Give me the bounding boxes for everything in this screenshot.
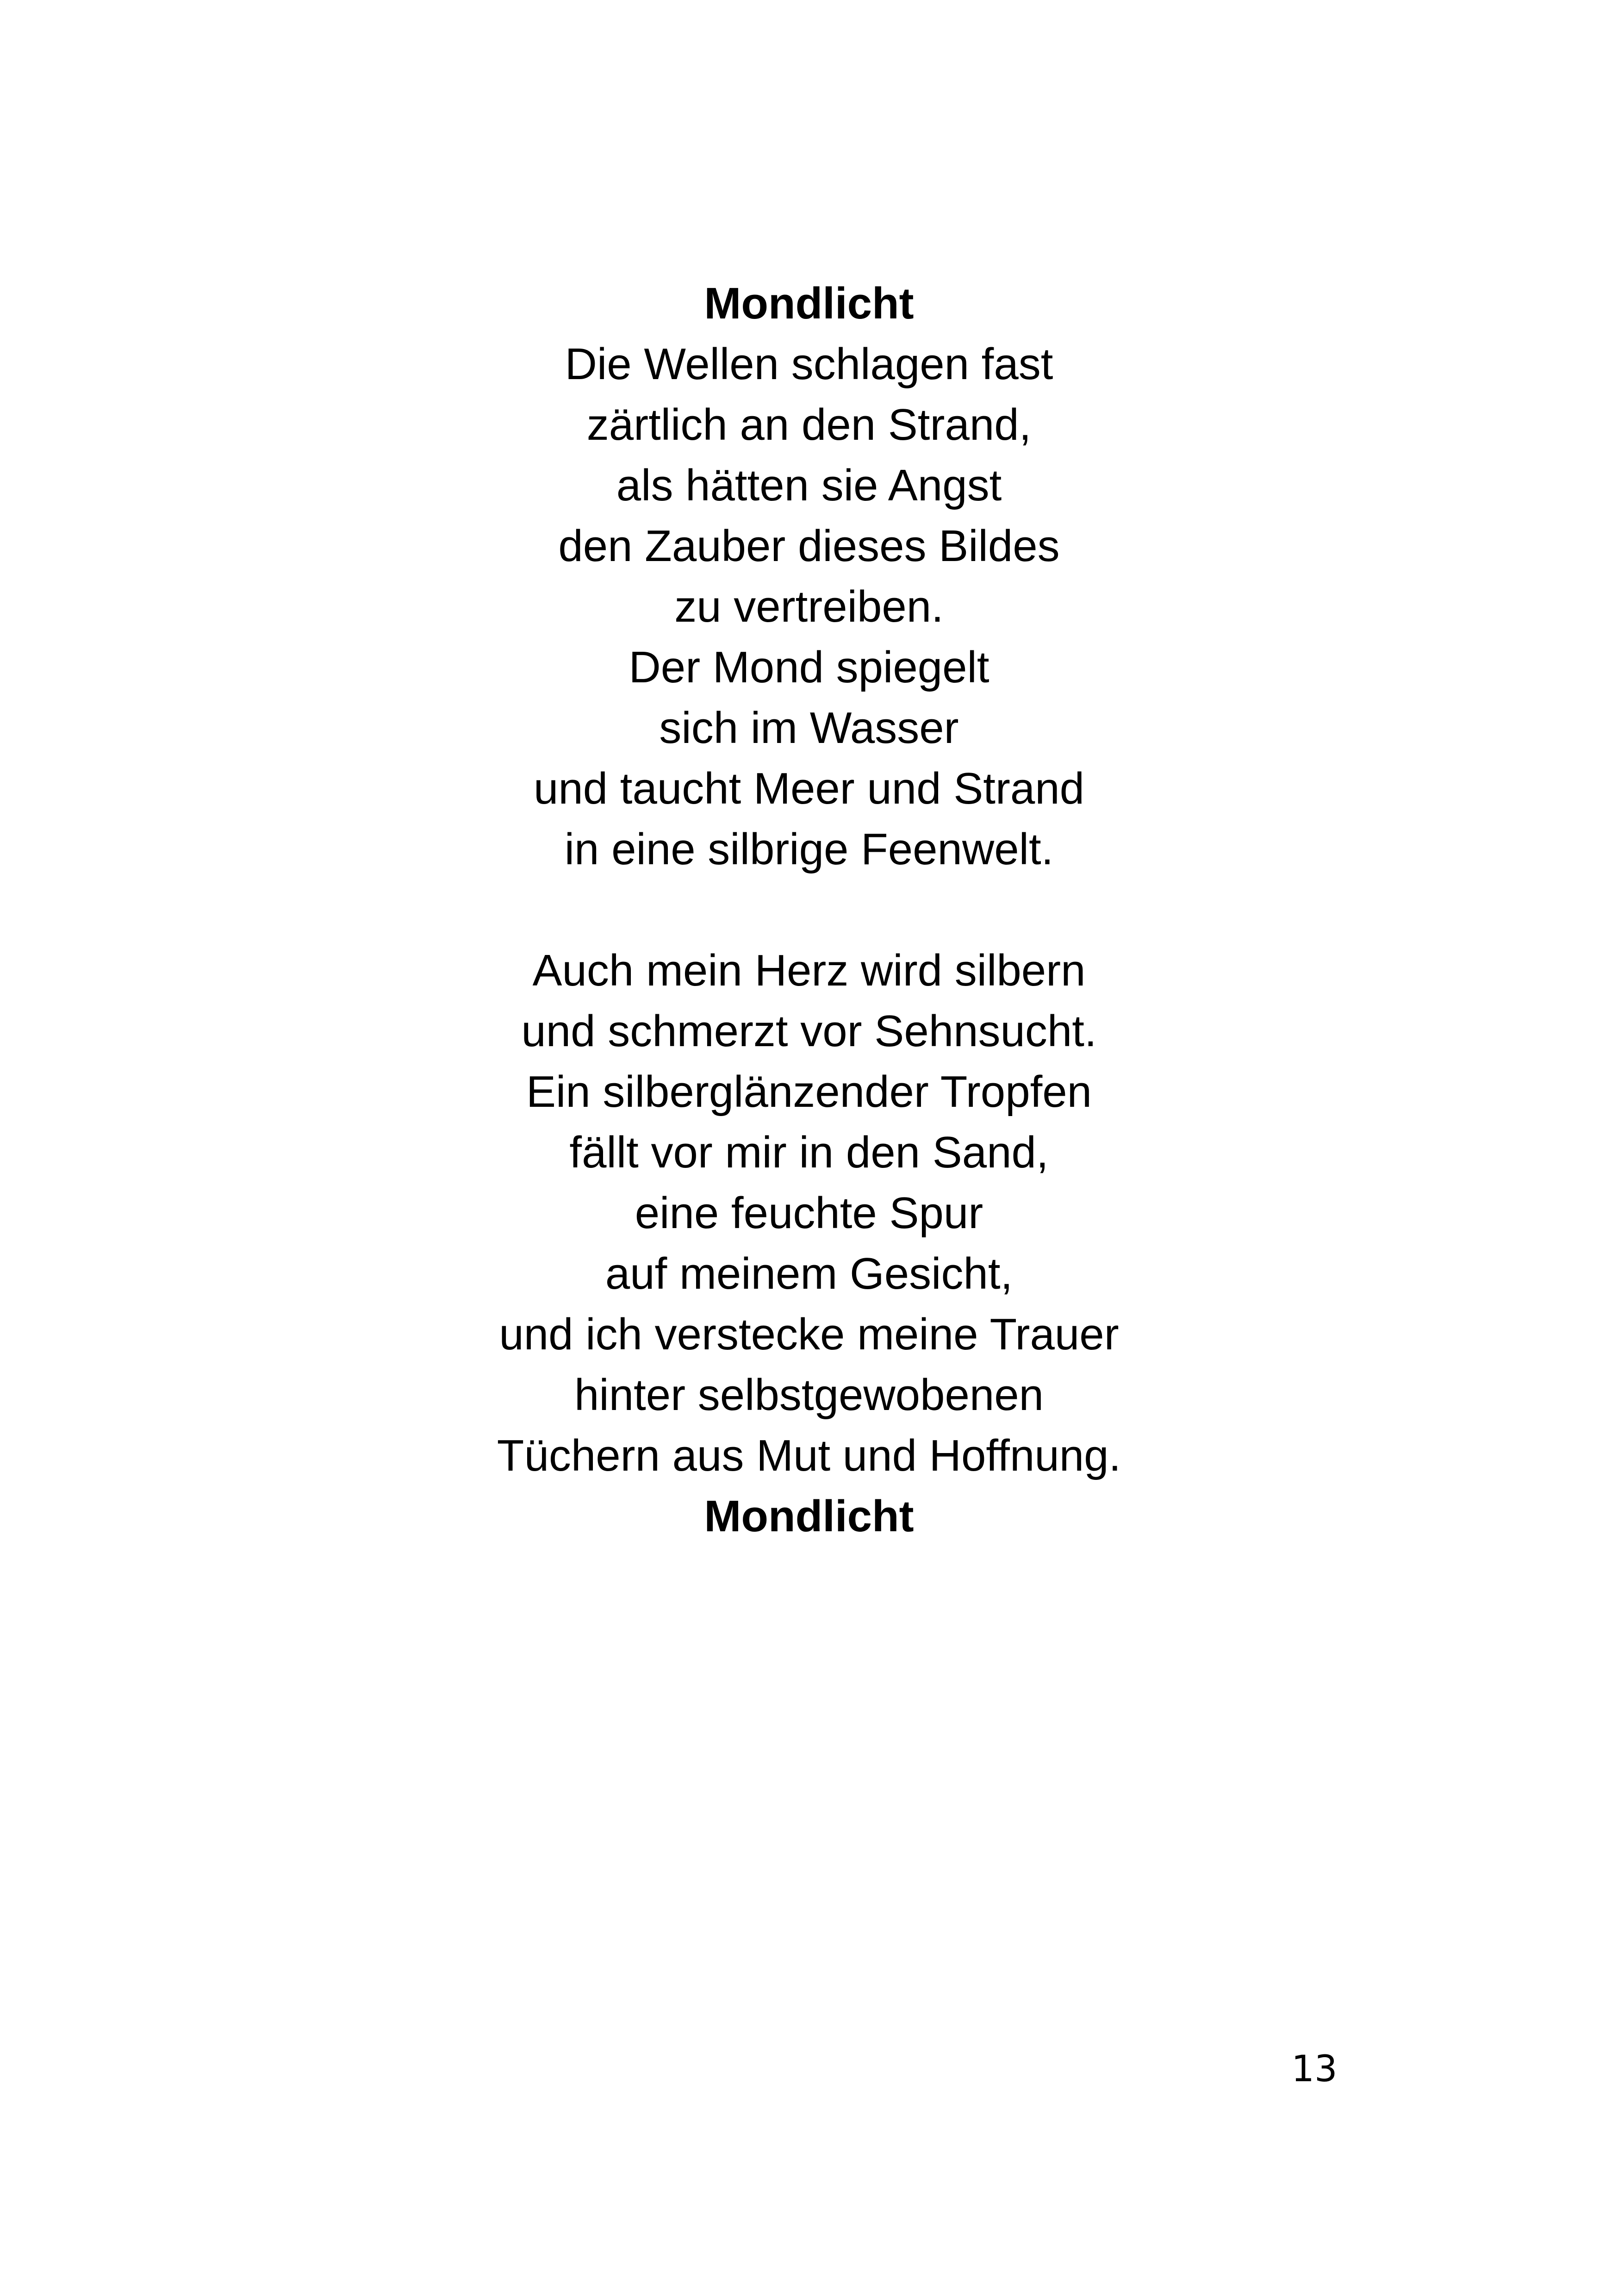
stanza-2	[0, 940, 1618, 1486]
poem-line: Ein silberglänzender Tropfen	[526, 1067, 1092, 1117]
poem-line: Die Wellen schlagen fast	[565, 339, 1053, 389]
poem-line: zärtlich an den Strand,	[586, 400, 1032, 449]
poem-line: auf meinem Gesicht,	[605, 1249, 1013, 1298]
poem-line: Auch mein Herz wird silbern	[532, 946, 1086, 995]
poem-line: und schmerzt vor Sehnsucht.	[521, 1006, 1097, 1056]
poem	[0, 273, 1618, 1547]
poem-line: hinter selbstgewobenen	[574, 1370, 1044, 1420]
poem-line: fällt vor mir in den Sand,	[569, 1128, 1049, 1177]
poem-line: den Zauber dieses Bildes	[558, 521, 1060, 571]
poem-closing-title: Mondlicht	[704, 1491, 914, 1541]
poem-line: und taucht Meer und Strand	[533, 764, 1085, 813]
poem-title: Mondlicht	[704, 279, 914, 328]
poem-line: eine feuchte Spur	[635, 1188, 983, 1238]
stanza-gap	[0, 880, 1618, 940]
poem-line: sich im Wasser	[659, 703, 959, 753]
poem-line: und ich verstecke meine Trauer	[499, 1310, 1119, 1359]
stanza-1	[0, 334, 1618, 880]
poem-line: zu vertreiben.	[674, 582, 944, 631]
poem-line: in eine silbrige Feenwelt.	[564, 824, 1054, 874]
poem-line: Tüchern aus Mut und Hoffnung.	[497, 1431, 1121, 1480]
poem-line: als hätten sie Angst	[616, 461, 1002, 510]
poem-line: Der Mond spiegelt	[629, 643, 989, 692]
page-number: 13	[1291, 2048, 1338, 2090]
